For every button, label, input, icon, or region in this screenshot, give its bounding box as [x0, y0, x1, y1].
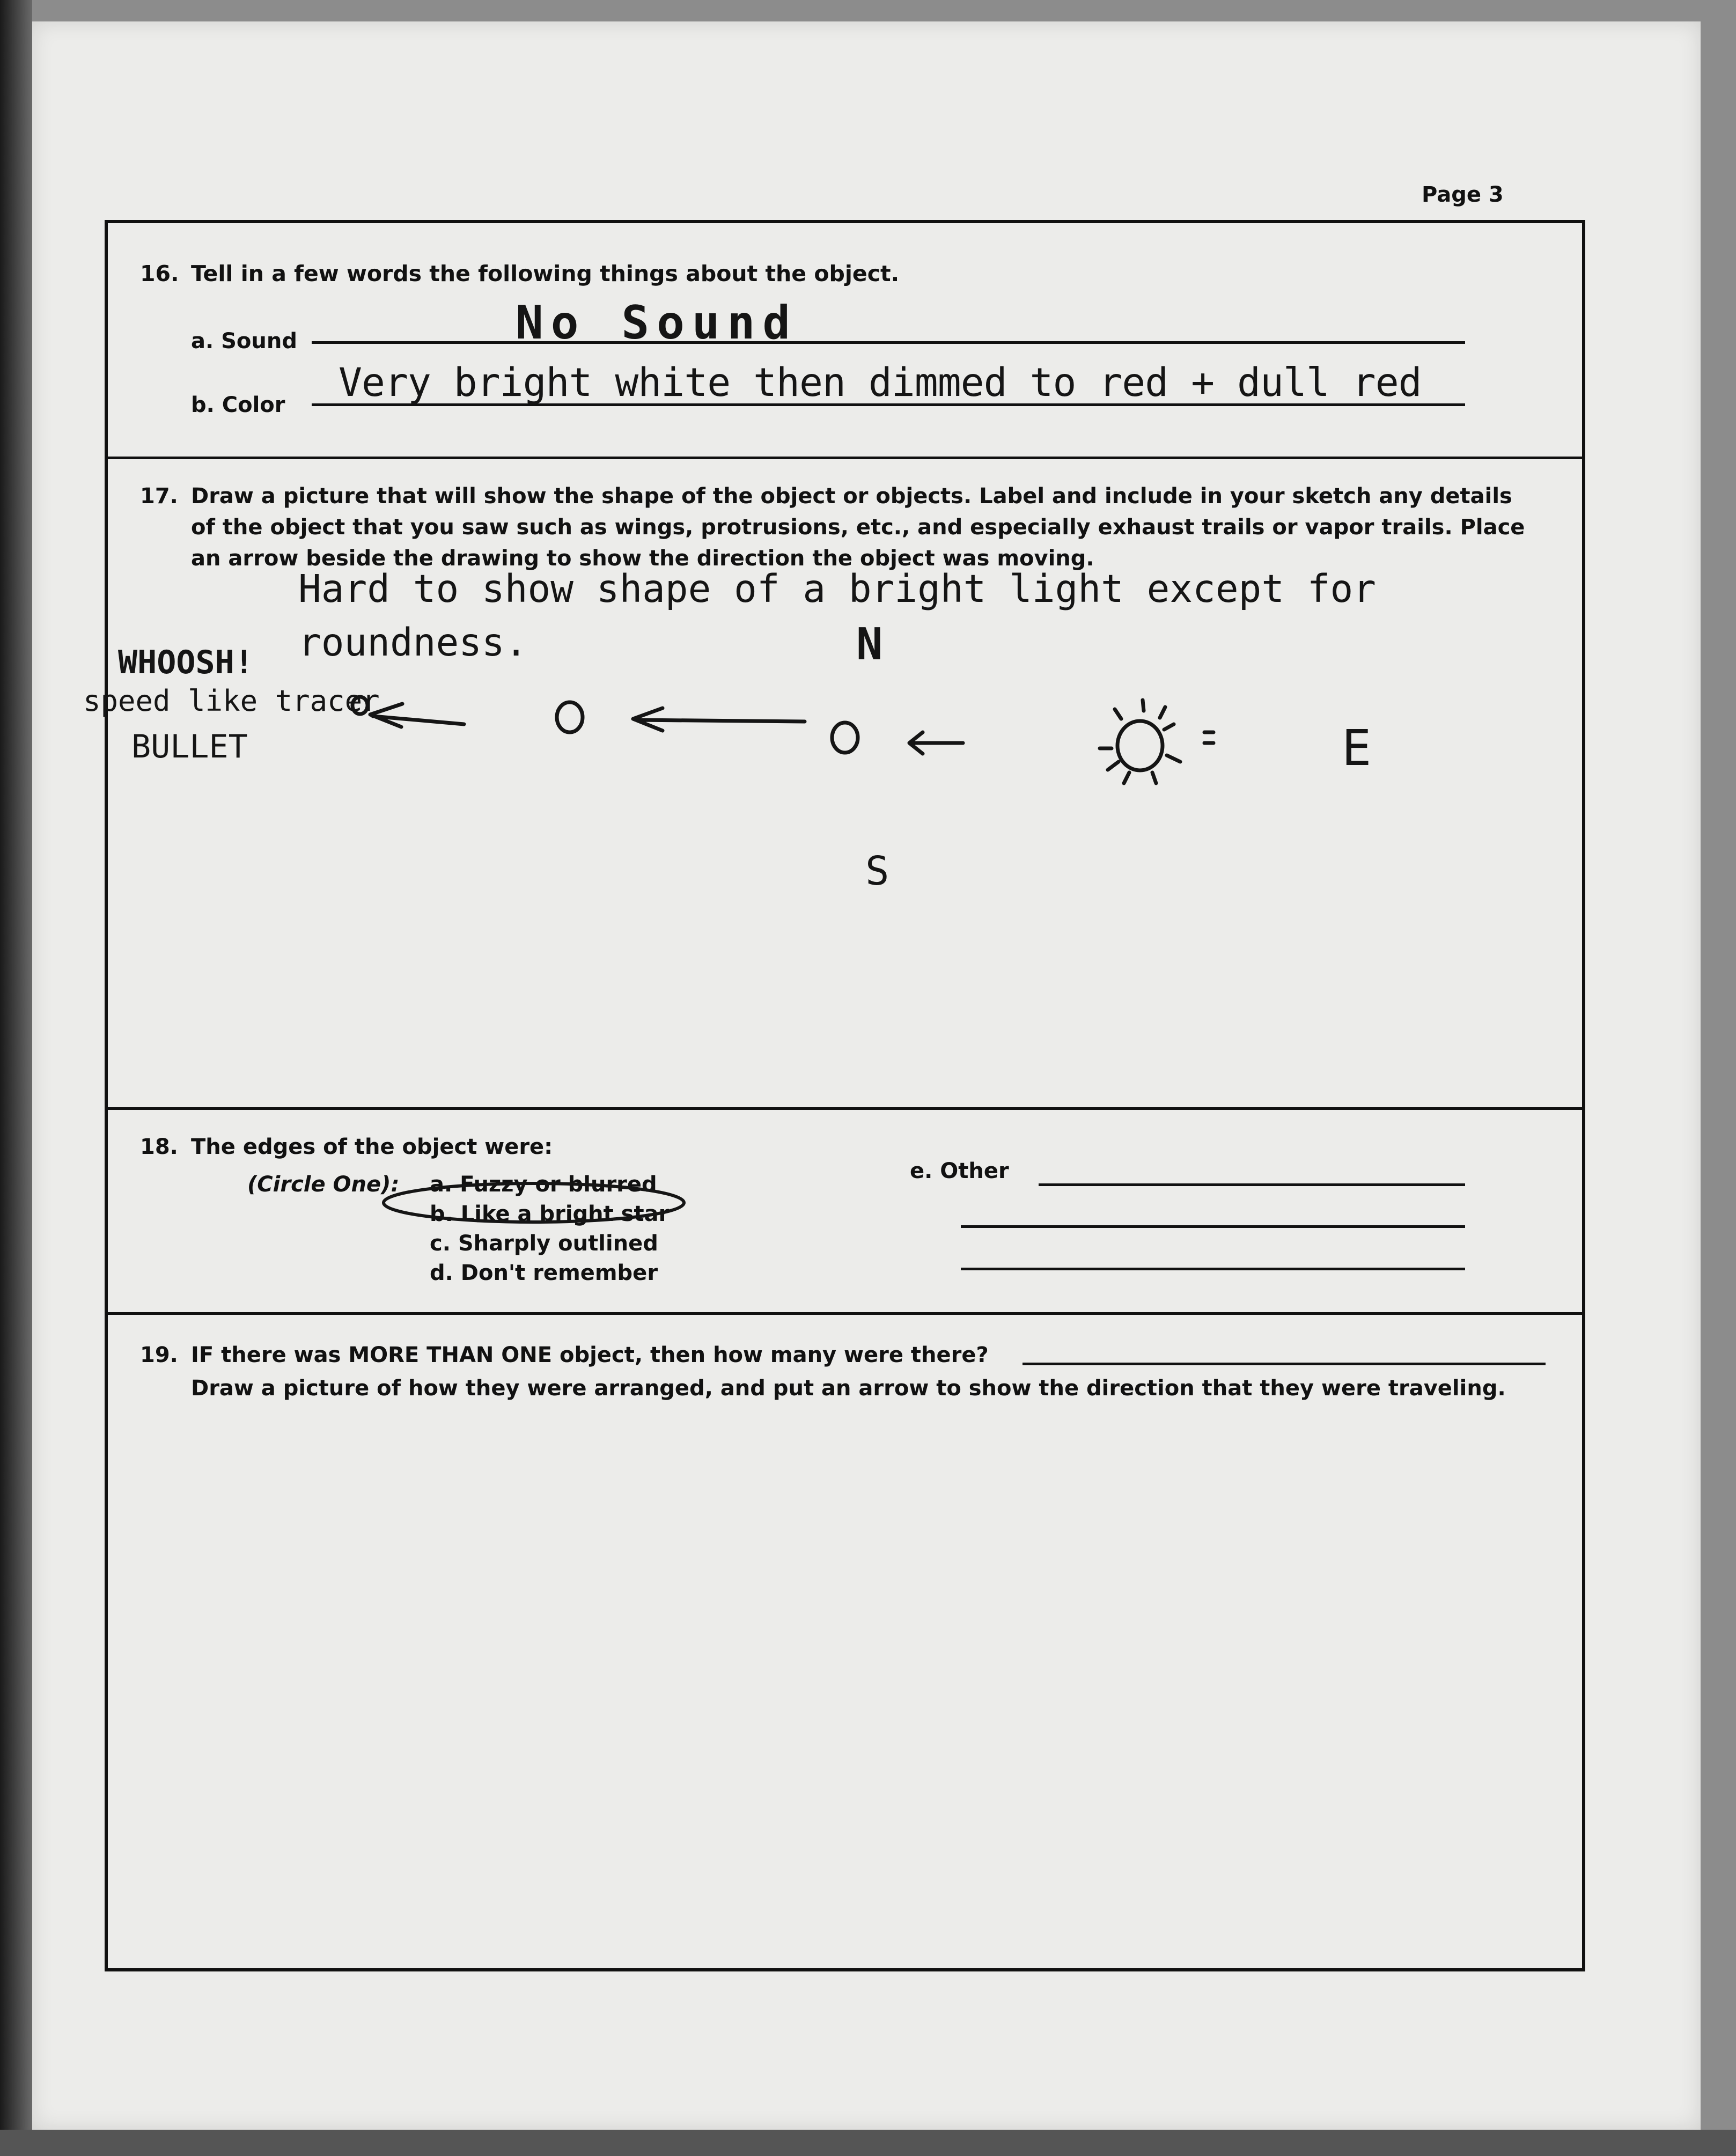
- page-number: Page 3: [1422, 182, 1504, 207]
- q16-sound-label: a. Sound: [191, 329, 297, 354]
- q18-option-e: e. Other: [910, 1159, 1009, 1183]
- sketch-side-line1: WHOOSH!: [118, 644, 254, 681]
- scan-edge-left: [0, 0, 32, 2156]
- q16-color-label: b. Color: [191, 393, 285, 417]
- q17-prompt-line3: an arrow beside the drawing to show the direction the object was moving.: [191, 546, 1094, 571]
- color-answer: Very bright white then dimmed to red + dull red: [339, 360, 1422, 406]
- compass-south: S: [865, 848, 889, 894]
- arrow-2: [633, 708, 805, 731]
- scan-edge-bottom: [0, 2130, 1736, 2156]
- arrow-3: [370, 704, 464, 727]
- q17-prompt-line2: of the object that you saw such as wings, protrusions, etc., and especially exhaust trails or vapor trails. Place: [191, 515, 1525, 540]
- q17-note-line1: Hard to show shape of a bright light except for: [298, 566, 1377, 611]
- object-position-1: [832, 723, 858, 753]
- hand-sketch-layer: [32, 21, 1701, 2130]
- q16-number: 16.: [140, 261, 179, 286]
- circled-answer-mark: [384, 1183, 684, 1222]
- compass-north: N: [856, 619, 883, 670]
- q19-prompt-line1: IF there was MORE THAN ONE object, then how many were there?: [191, 1343, 989, 1367]
- q16-prompt-text: Tell in a few words the following things about the object.: [191, 261, 900, 286]
- bright-object-icon: [1117, 721, 1163, 770]
- q17-note-line2: roundness.: [298, 620, 528, 665]
- object-position-2: [557, 702, 583, 732]
- q19-prompt-line2: Draw a picture of how they were arranged, and put an arrow to show the direction that they were traveling.: [191, 1376, 1506, 1401]
- form-page: [32, 21, 1701, 2130]
- q18-circle-label: (Circle One):: [247, 1172, 400, 1197]
- q18-prompt-text: The edges of the object were:: [191, 1135, 553, 1159]
- arrow-1: [909, 732, 963, 754]
- q18-option-b[interactable]: b. Like a bright star: [430, 1202, 670, 1226]
- q18-option-a[interactable]: a. Fuzzy or blurred: [430, 1172, 657, 1197]
- q17-prompt-line1: Draw a picture that will show the shape of the object or objects. Label and include in your sketch any details: [191, 484, 1512, 509]
- sketch-side-line3: BULLET: [131, 728, 248, 766]
- q18-option-d[interactable]: d. Don't remember: [430, 1261, 658, 1285]
- sound-answer: No Sound: [516, 296, 798, 350]
- q17-number: 17.: [140, 484, 178, 509]
- q19-number: 19.: [140, 1343, 178, 1367]
- q18-option-c[interactable]: c. Sharply outlined: [430, 1231, 658, 1256]
- compass-east: E: [1342, 719, 1372, 777]
- q18-number: 18.: [140, 1135, 178, 1159]
- equals-mark: [1204, 732, 1213, 743]
- sketch-side-line2: speed like tracer: [83, 684, 380, 718]
